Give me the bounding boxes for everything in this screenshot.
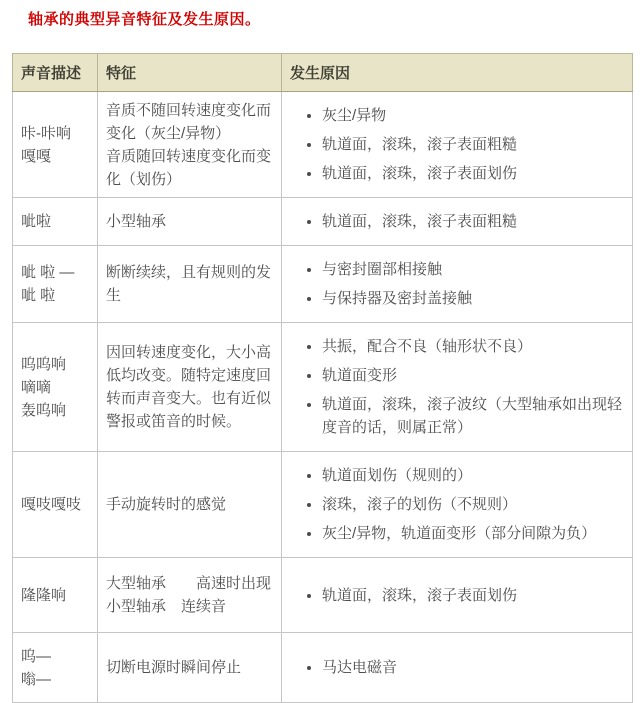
cause-item: • 滚珠，滚子的划伤（不规则） [322,493,626,516]
feature-text: 音质不随回转速度变化而变化（灰尘/异物） [106,101,272,142]
causes-cell [282,558,633,633]
feature-text: 手动旋转时的感觉 [106,496,227,513]
sound-text: 呲啦 [21,213,52,230]
sound-cell [13,633,98,703]
feature-text: 切断电源时瞬间停止 [106,659,242,676]
sound-text: 呜呜响 [21,355,67,373]
cause-item: • 轨道面，滚珠，滚子表面划伤 [322,162,626,185]
feature-text: 小型轴承 [106,213,167,230]
sound-text: 嘎嘎 [21,147,52,165]
sound-cell [13,246,98,323]
feature-cell [98,246,282,323]
cause-item: • 轨道面变形 [322,364,626,387]
causes-list [290,464,626,545]
feature-text: 断断续续，且有规则的发生 [106,264,272,304]
feature-text: 因回转速度变化，大小高低均改变。随特定速度回转而声音变大。也有近似警报或笛音的时候。 [106,344,272,430]
sound-text: 嘎吱嘎吱 [21,496,82,513]
sound-cell [13,92,98,198]
causes-list [290,656,626,679]
causes-cell [282,633,633,703]
sound-text: 隆隆响 [21,586,67,604]
cause-item: • 轨道面，滚珠，滚子表面粗糙 [322,210,626,233]
feature-cell [98,633,282,703]
causes-list [290,584,626,607]
feature-text: 音质随回转速度变化而变化（划伤） [106,147,272,188]
table-row [13,246,633,323]
feature-cell [98,198,282,246]
feature-cell [98,323,282,452]
cause-item: • 轨道面，滚珠，滚子表面划伤 [322,584,626,607]
cause-item: • 轨道面划伤（规则的） [322,464,626,487]
feature-cell [98,558,282,633]
column-header-cause: 发生原因 [282,54,633,92]
column-header-sound: 声音描述 [13,54,98,92]
causes-list [290,335,626,439]
cause-item: • 轨道面，滚珠，滚子表面粗糙 [322,133,626,156]
feature-text: 大型轴承 高速时出现 [106,575,272,592]
causes-list [290,258,626,310]
causes-cell [282,92,633,198]
cause-item: • 马达电磁音 [322,656,626,679]
causes-list [290,210,626,233]
table-header-row [13,54,633,92]
feature-cell [98,92,282,198]
cause-item: • 灰尘/异物，轨道面变形（部分间隙为负） [322,522,626,545]
sound-cell [13,452,98,558]
sound-text: 轰呜响 [21,401,67,419]
table-row [13,92,633,198]
sound-text: 嘀嘀 [21,378,52,396]
sound-cell [13,323,98,452]
causes-cell [282,452,633,558]
table-row [13,198,633,246]
cause-item: • 共振，配合不良（轴形状不良） [322,335,626,358]
feature-cell [98,452,282,558]
cause-item: • 灰尘/异物 [322,104,626,127]
causes-cell [282,198,633,246]
sound-text: 呲 啦 — 呲 啦 [21,264,75,304]
table-row [13,633,633,703]
sound-cell [13,558,98,633]
bearing-noise-table [12,53,633,703]
feature-text: 小型轴承 连续音 [106,598,227,615]
table-row [13,323,633,452]
sound-cell [13,198,98,246]
table-row [13,558,633,633]
sound-text: 咔-咔响 [21,124,71,142]
sound-text: 嗡— [21,670,52,688]
cause-item: • 轨道面，滚珠，滚子波纹（大型轴承如出现轻度音的话，则属正常） [322,393,626,439]
causes-list [290,104,626,185]
page-title: 轴承的典型异音特征及发生原因。 [28,11,261,28]
causes-cell [282,246,633,323]
column-header-feature: 特征 [98,54,282,92]
causes-cell [282,323,633,452]
cause-item: • 与保持器及密封盖接触 [322,287,626,310]
cause-item: • 与密封圈部相接触 [322,258,626,281]
sound-text: 呜— [21,647,52,665]
table-row [13,452,633,558]
